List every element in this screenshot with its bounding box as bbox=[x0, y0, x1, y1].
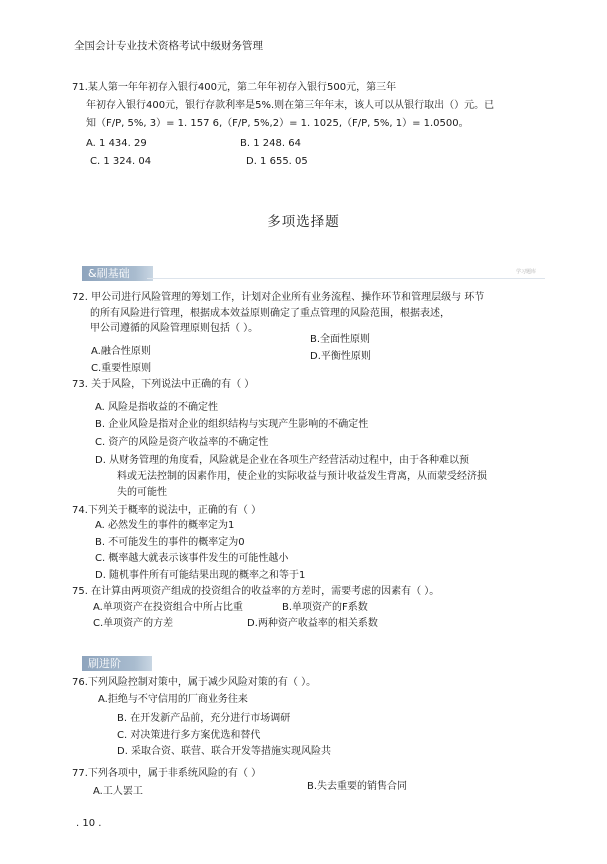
q75-option-a: A.单项资产在投资组合中所占比重 bbox=[93, 602, 243, 613]
q74-option-d: D. 随机事件所有可能结果出现的概率之和等于1 bbox=[95, 570, 306, 581]
q73-option-d-line-1: D. 从财务管理的角度看，风险就是企业在各项生产经营活动过程中，由于各种难以预 bbox=[95, 455, 470, 466]
q75-option-b: B.单项资产的F系数 bbox=[282, 602, 368, 613]
tag-note: 学习题库 bbox=[516, 269, 537, 275]
q72-option-b: B.全面性原则 bbox=[310, 334, 371, 345]
q72-stem-line-1: 72. 甲公司进行风险管理的筹划工作，计划对企业所有业务流程、操作环节和管理层级与 环节 bbox=[72, 292, 485, 303]
q75-option-c: C.单项资产的方差 bbox=[93, 618, 174, 629]
q73-option-d-line-3: 失的可能性 bbox=[117, 487, 167, 498]
q73-option-b: B. 企业风险是指对企业的组织结构与实现产生影响的不确定性 bbox=[95, 419, 369, 430]
q71-option-d: D. 1 655. 05 bbox=[246, 156, 308, 167]
q72-stem-line-3: 甲公司遵循的风险管理原则包括（ ）。 bbox=[90, 323, 259, 334]
q76-option-b: B. 在开发新产品前，充分进行市场调研 bbox=[117, 713, 291, 724]
q76-option-d: D. 采取合资、联营、联合开发等措施实现风险共 bbox=[117, 746, 332, 757]
q74-stem: 74.下列关于概率的说法中，正确的有（ ） bbox=[72, 505, 262, 516]
q77-stem: 77.下列各项中，属于非系统风险的有（ ） bbox=[72, 768, 262, 779]
q75-option-d: D.两种资产收益率的相关系数 bbox=[247, 618, 378, 629]
q72-option-d: D.平衡性原则 bbox=[310, 351, 371, 362]
q77-option-a: A.工人罢工 bbox=[93, 786, 143, 797]
q72-stem-line-2: 的所有风险进行管理，根据成本效益原则确定了重点管理的风险范围，根据表述， bbox=[90, 308, 450, 319]
q71-stem-line-1: 71.某人第一年年初存入银行400元，第二年年初存入银行500元，第三年 bbox=[72, 82, 397, 93]
page-number: . 10 . bbox=[76, 818, 102, 829]
tag-divider bbox=[147, 278, 545, 279]
q74-option-b: B. 不可能发生的事件的概率定为0 bbox=[95, 537, 245, 548]
q75-stem: 75. 在计算由两项资产组成的投资组合的收益率的方差时，需要考虑的因素有（ ）。 bbox=[72, 586, 440, 597]
running-header: 全国会计专业技术资格考试中级财务管理 bbox=[74, 40, 263, 52]
q76-option-a: A.拒绝与不守信用的厂商业务往来 bbox=[98, 694, 248, 705]
q73-option-d-line-2: 料或无法控制的因素作用，使企业的实际收益与预计收益发生背离，从而蒙受经济损 bbox=[117, 471, 487, 482]
q73-option-a: A. 风险是指收益的不确定性 bbox=[95, 402, 219, 413]
q71-stem-line-3: 知（F/P, 5%, 3）= 1. 157 6,（F/P, 5%,2）= 1. 1025,（F/P, 5%, 1）= 1.0500。 bbox=[86, 118, 469, 129]
q74-option-c: C. 概率越大就表示该事件发生的可能性越小 bbox=[95, 553, 289, 564]
q71-option-b: B. 1 248. 64 bbox=[240, 138, 301, 149]
q73-stem: 73. 关于风险，下列说法中正确的有（ ） bbox=[72, 379, 255, 390]
basic-section-tag: &刷基础 bbox=[82, 266, 153, 281]
q76-option-c: C. 对决策进行多方案优选和替代 bbox=[117, 730, 261, 741]
q71-option-c: C. 1 324. 04 bbox=[90, 156, 152, 167]
q73-option-c: C. 资产的风险是资产收益率的不确定性 bbox=[95, 437, 269, 448]
advanced-section-tag: 刷进阶 bbox=[82, 656, 152, 671]
q71-stem-line-2: 年初存入银行400元，银行存款利率是5%.则在第三年年末，该人可以从银行取出（）元。已 bbox=[86, 100, 495, 111]
q72-option-c: C.重要性原则 bbox=[91, 363, 152, 374]
q76-stem: 76.下列风险控制对策中，属于减少风险对策的有（ ）。 bbox=[72, 677, 317, 688]
q71-option-a: A. 1 434. 29 bbox=[86, 138, 147, 149]
section-title: 多项选择题 bbox=[267, 214, 340, 230]
q72-option-a: A.融合性原则 bbox=[91, 346, 151, 357]
q74-option-a: A. 必然发生的事件的概率定为1 bbox=[95, 520, 235, 531]
q77-option-b: B.失去重要的销售合同 bbox=[307, 781, 408, 792]
